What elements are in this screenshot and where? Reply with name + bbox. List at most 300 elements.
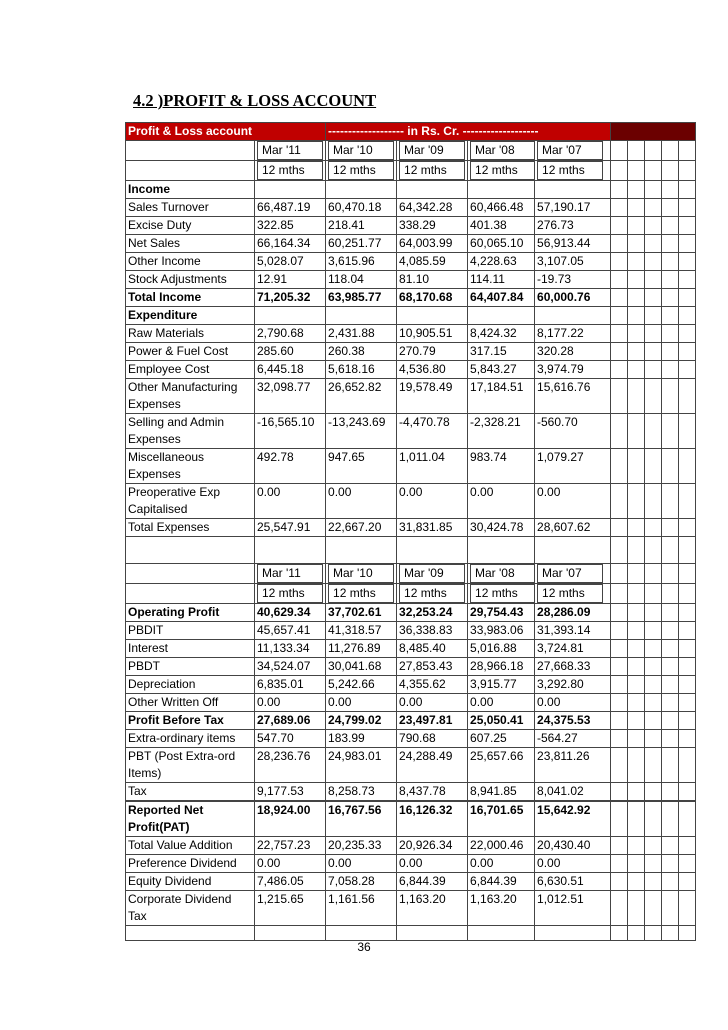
table-title: Profit & Loss account: [126, 123, 326, 141]
row-value: -564.27: [535, 730, 611, 748]
empty-cell: [645, 837, 662, 855]
table-row: [126, 199, 696, 217]
table-row: [126, 676, 696, 694]
empty-cell: [679, 235, 696, 253]
empty-cell: [679, 484, 696, 519]
months-header: [397, 584, 468, 604]
row-value: 4,085.59: [397, 253, 468, 271]
empty-cell: [628, 873, 645, 891]
row-value: 64,342.28: [397, 199, 468, 217]
table-row: [126, 802, 696, 837]
empty-cell: [645, 414, 662, 449]
row-value: [397, 181, 468, 199]
row-value: 1,163.20: [468, 891, 535, 926]
table-row: [126, 712, 696, 730]
empty-cell: [611, 730, 628, 748]
row-label: Other Income: [126, 253, 255, 271]
row-value: -13,243.69: [326, 414, 397, 449]
row-value: 28,236.76: [255, 748, 326, 783]
months-header: [326, 161, 397, 181]
row-value: 6,445.18: [255, 361, 326, 379]
table-title-row: [126, 123, 696, 141]
row-value: 1,215.65: [255, 891, 326, 926]
empty-cell: [645, 325, 662, 343]
months-header: [255, 584, 326, 604]
row-value: 20,430.40: [535, 837, 611, 855]
empty-cell: [628, 519, 645, 537]
empty-cell: [645, 141, 662, 161]
empty-cell: [326, 926, 397, 941]
empty-cell: [628, 141, 645, 161]
empty-cell: [611, 564, 628, 584]
row-value: 41,318.57: [326, 622, 397, 640]
empty-cell: [662, 658, 679, 676]
empty-cell: [611, 449, 628, 484]
row-label: Selling and Admin Expenses: [126, 414, 255, 449]
period-label: Mar '11: [257, 141, 323, 160]
row-value: 9,177.53: [255, 783, 326, 801]
row-value: 983.74: [468, 449, 535, 484]
empty-cell: [679, 217, 696, 235]
empty-cell: [645, 217, 662, 235]
row-value: 3,724.81: [535, 640, 611, 658]
empty-cell: [611, 712, 628, 730]
row-value: 4,228.63: [468, 253, 535, 271]
empty-cell: [679, 694, 696, 712]
empty-cell: [628, 217, 645, 235]
row-value: 19,578.49: [397, 379, 468, 414]
empty-cell: [645, 891, 662, 926]
empty-cell: [645, 343, 662, 361]
row-value: 22,000.46: [468, 837, 535, 855]
empty-cell: [255, 537, 326, 564]
months-header: [397, 161, 468, 181]
table-row: [126, 449, 696, 484]
empty-cell: [628, 802, 645, 837]
bottom-periods-row: [126, 564, 696, 584]
row-label: Preoperative Exp Capitalised: [126, 484, 255, 519]
empty-cell: [645, 289, 662, 307]
row-value: 0.00: [397, 484, 468, 519]
row-value: 2,790.68: [255, 325, 326, 343]
empty-cell: [397, 537, 468, 564]
empty-cell: [679, 622, 696, 640]
table-row: [126, 730, 696, 748]
empty-cell: [611, 199, 628, 217]
row-value: 64,003.99: [397, 235, 468, 253]
empty-cell: [628, 926, 645, 941]
empty-cell: [662, 537, 679, 564]
row-value: 260.38: [326, 343, 397, 361]
row-value: 5,028.07: [255, 253, 326, 271]
months-label: 12 mths: [257, 584, 323, 603]
table-row: [126, 181, 696, 199]
row-value: 7,486.05: [255, 873, 326, 891]
empty-cell: [645, 484, 662, 519]
row-label: Other Written Off: [126, 694, 255, 712]
empty-cell: [679, 855, 696, 873]
row-label: Total Value Addition: [126, 837, 255, 855]
empty-cell: [255, 926, 326, 941]
row-value: 1,079.27: [535, 449, 611, 484]
months-label: 12 mths: [399, 161, 465, 180]
months-label: 12 mths: [257, 161, 323, 180]
empty-cell: [628, 253, 645, 271]
empty-cell: [611, 414, 628, 449]
empty-cell: [628, 235, 645, 253]
row-value: 23,497.81: [397, 712, 468, 730]
period-label: Mar '07: [537, 141, 603, 160]
empty-cell: [611, 802, 628, 837]
period-label: Mar '08: [470, 564, 535, 583]
table-row: [126, 325, 696, 343]
row-value: 60,470.18: [326, 199, 397, 217]
empty-cell: [679, 926, 696, 941]
row-value: 8,041.02: [535, 783, 611, 801]
empty-cell: [679, 414, 696, 449]
row-value: 0.00: [326, 484, 397, 519]
empty-cell: [611, 855, 628, 873]
empty-cell: [679, 343, 696, 361]
table-row: [126, 271, 696, 289]
empty-cell: [645, 564, 662, 584]
empty-cell: [628, 199, 645, 217]
table-row: [126, 748, 696, 783]
empty-cell: [628, 730, 645, 748]
empty-cell: [645, 253, 662, 271]
empty-cell: [662, 271, 679, 289]
profit-loss-table: [125, 122, 696, 941]
table-row: [126, 604, 696, 622]
row-label: Stock Adjustments: [126, 271, 255, 289]
empty-cell: [679, 802, 696, 837]
row-value: 63,985.77: [326, 289, 397, 307]
row-value: 27,853.43: [397, 658, 468, 676]
empty-cell: [126, 537, 255, 564]
empty-cell: [628, 289, 645, 307]
row-value: [255, 307, 326, 325]
row-value: 183.99: [326, 730, 397, 748]
empty-cell: [628, 676, 645, 694]
empty-cell: [662, 199, 679, 217]
period-header: [468, 141, 535, 161]
empty-cell: [662, 361, 679, 379]
bottom-months-row: [126, 584, 696, 604]
top-months-row: [126, 161, 696, 181]
row-label: Employee Cost: [126, 361, 255, 379]
empty-cell: [628, 658, 645, 676]
row-value: 0.00: [535, 855, 611, 873]
row-value: -4,470.78: [397, 414, 468, 449]
empty-cell: [662, 253, 679, 271]
row-label: Raw Materials: [126, 325, 255, 343]
period-header: [535, 564, 611, 584]
row-value: 20,926.34: [397, 837, 468, 855]
row-value: 32,253.24: [397, 604, 468, 622]
row-value: 31,393.14: [535, 622, 611, 640]
period-header: [397, 141, 468, 161]
period-header: [535, 141, 611, 161]
row-value: 492.78: [255, 449, 326, 484]
empty-cell: [679, 361, 696, 379]
months-header: [326, 584, 397, 604]
row-value: 71,205.32: [255, 289, 326, 307]
empty-cell: [662, 712, 679, 730]
page-number: 36: [357, 940, 371, 954]
row-value: 6,844.39: [397, 873, 468, 891]
empty-cell: [645, 181, 662, 199]
top-periods-row: [126, 141, 696, 161]
empty-cell: [645, 449, 662, 484]
row-value: 0.00: [397, 855, 468, 873]
empty-cell: [126, 161, 255, 181]
empty-cell: [611, 837, 628, 855]
empty-cell: [645, 361, 662, 379]
period-label: Mar '07: [537, 564, 603, 583]
row-value: 60,251.77: [326, 235, 397, 253]
period-header: [255, 564, 326, 584]
empty-cell: [611, 141, 628, 161]
row-value: 22,667.20: [326, 519, 397, 537]
empty-cell: [662, 519, 679, 537]
empty-cell: [535, 537, 611, 564]
empty-cell: [679, 748, 696, 783]
table-row: [126, 891, 696, 926]
row-value: 37,702.61: [326, 604, 397, 622]
row-value: 18,924.00: [255, 802, 326, 837]
row-value: 60,065.10: [468, 235, 535, 253]
row-label: Other Manufacturing Expenses: [126, 379, 255, 414]
empty-cell: [662, 748, 679, 783]
row-value: 32,098.77: [255, 379, 326, 414]
empty-cell: [662, 730, 679, 748]
row-label: Depreciation: [126, 676, 255, 694]
empty-cell: [679, 325, 696, 343]
empty-cell: [679, 253, 696, 271]
row-value: 276.73: [535, 217, 611, 235]
empty-cell: [662, 141, 679, 161]
empty-cell: [662, 307, 679, 325]
table-row: [126, 694, 696, 712]
empty-cell: [679, 141, 696, 161]
empty-cell: [662, 604, 679, 622]
empty-cell: [397, 926, 468, 941]
empty-cell: [611, 307, 628, 325]
row-value: 27,668.33: [535, 658, 611, 676]
empty-cell: [628, 604, 645, 622]
empty-cell: [679, 584, 696, 604]
empty-cell: [679, 730, 696, 748]
row-label: Expenditure: [126, 307, 255, 325]
row-value: 10,905.51: [397, 325, 468, 343]
row-value: 29,754.43: [468, 604, 535, 622]
empty-cell: [628, 584, 645, 604]
row-value: 33,983.06: [468, 622, 535, 640]
empty-cell: [662, 855, 679, 873]
row-value: 7,058.28: [326, 873, 397, 891]
empty-cell: [611, 537, 628, 564]
row-value: 947.65: [326, 449, 397, 484]
empty-cell: [662, 325, 679, 343]
row-value: 0.00: [397, 694, 468, 712]
empty-cell: [679, 379, 696, 414]
empty-cell: [611, 217, 628, 235]
empty-cell: [679, 161, 696, 181]
empty-cell: [645, 694, 662, 712]
unit-note: ------------------- in Rs. Cr. -------------------: [326, 123, 611, 141]
empty-cell: [662, 676, 679, 694]
empty-cell: [611, 640, 628, 658]
period-header: [326, 564, 397, 584]
table-row: [126, 484, 696, 519]
row-value: 338.29: [397, 217, 468, 235]
row-value: 16,701.65: [468, 802, 535, 837]
empty-cell: [662, 235, 679, 253]
row-value: -19.73: [535, 271, 611, 289]
row-value: 30,424.78: [468, 519, 535, 537]
months-label: 12 mths: [399, 584, 465, 603]
empty-cell: [326, 537, 397, 564]
table-row: [126, 519, 696, 537]
empty-cell: [645, 855, 662, 873]
table-row: [126, 361, 696, 379]
row-value: 317.15: [468, 343, 535, 361]
row-value: 17,184.51: [468, 379, 535, 414]
row-value: 1,012.51: [535, 891, 611, 926]
row-value: 1,161.56: [326, 891, 397, 926]
row-value: 81.10: [397, 271, 468, 289]
row-value: 790.68: [397, 730, 468, 748]
empty-cell: [611, 289, 628, 307]
empty-cell: [662, 564, 679, 584]
empty-cell: [468, 537, 535, 564]
empty-cell: [679, 289, 696, 307]
empty-cell: [679, 199, 696, 217]
row-value: [326, 181, 397, 199]
empty-cell: [679, 604, 696, 622]
empty-cell: [611, 235, 628, 253]
empty-cell: [645, 604, 662, 622]
empty-cell: [611, 622, 628, 640]
empty-cell: [611, 891, 628, 926]
row-label: Net Sales: [126, 235, 255, 253]
empty-cell: [611, 343, 628, 361]
row-value: 66,164.34: [255, 235, 326, 253]
empty-cell: [679, 891, 696, 926]
row-value: 66,487.19: [255, 199, 326, 217]
table-row: [126, 837, 696, 855]
empty-cell: [679, 676, 696, 694]
row-label: Reported Net Profit(PAT): [126, 802, 255, 837]
empty-cell: [611, 519, 628, 537]
row-value: 218.41: [326, 217, 397, 235]
empty-cell: [535, 926, 611, 941]
empty-cell: [628, 855, 645, 873]
empty-cell: [611, 584, 628, 604]
row-value: 11,276.89: [326, 640, 397, 658]
row-value: 5,843.27: [468, 361, 535, 379]
row-value: 20,235.33: [326, 837, 397, 855]
empty-cell: [679, 181, 696, 199]
empty-cell: [611, 271, 628, 289]
empty-cell: [645, 161, 662, 181]
row-value: 322.85: [255, 217, 326, 235]
row-value: [468, 181, 535, 199]
empty-cell: [611, 253, 628, 271]
table-row: [126, 640, 696, 658]
row-value: [397, 307, 468, 325]
empty-cell: [645, 712, 662, 730]
empty-cell: [628, 325, 645, 343]
period-header: [468, 564, 535, 584]
table-row: [126, 873, 696, 891]
row-value: 57,190.17: [535, 199, 611, 217]
period-header: [255, 141, 326, 161]
table-row: [126, 217, 696, 235]
months-label: 12 mths: [328, 584, 394, 603]
period-label: Mar '10: [328, 564, 394, 583]
table-row: [126, 658, 696, 676]
empty-cell: [662, 379, 679, 414]
row-value: 27,689.06: [255, 712, 326, 730]
empty-cell: [628, 837, 645, 855]
months-label: 12 mths: [328, 161, 394, 180]
empty-cell: [679, 271, 696, 289]
row-label: Profit Before Tax: [126, 712, 255, 730]
empty-cell: [611, 658, 628, 676]
row-label: PBDT: [126, 658, 255, 676]
empty-cell: [628, 640, 645, 658]
row-value: [468, 307, 535, 325]
row-value: 8,437.78: [397, 783, 468, 801]
empty-cell: [662, 783, 679, 801]
row-value: -16,565.10: [255, 414, 326, 449]
period-label: Mar '11: [257, 564, 323, 583]
table-row: [126, 289, 696, 307]
empty-cell: [645, 537, 662, 564]
empty-cell: [628, 891, 645, 926]
empty-cell: [645, 926, 662, 941]
empty-cell: [679, 449, 696, 484]
empty-cell: [611, 676, 628, 694]
empty-cell: [662, 181, 679, 199]
empty-cell: [628, 484, 645, 519]
row-value: [326, 307, 397, 325]
row-value: 0.00: [468, 694, 535, 712]
row-value: 11,133.34: [255, 640, 326, 658]
empty-cell: [628, 361, 645, 379]
row-label: Total Income: [126, 289, 255, 307]
row-value: 28,607.62: [535, 519, 611, 537]
row-value: 16,767.56: [326, 802, 397, 837]
row-value: 34,524.07: [255, 658, 326, 676]
empty-cell: [645, 622, 662, 640]
empty-cell: [611, 604, 628, 622]
row-value: 60,000.76: [535, 289, 611, 307]
empty-cell: [126, 141, 255, 161]
row-value: 0.00: [255, 484, 326, 519]
empty-cell: [645, 802, 662, 837]
empty-cell: [126, 584, 255, 604]
empty-cell: [645, 676, 662, 694]
row-value: 5,016.88: [468, 640, 535, 658]
row-value: 36,338.83: [397, 622, 468, 640]
row-value: 16,126.32: [397, 802, 468, 837]
row-value: 23,811.26: [535, 748, 611, 783]
empty-cell: [628, 537, 645, 564]
row-value: 26,652.82: [326, 379, 397, 414]
row-value: 15,642.92: [535, 802, 611, 837]
